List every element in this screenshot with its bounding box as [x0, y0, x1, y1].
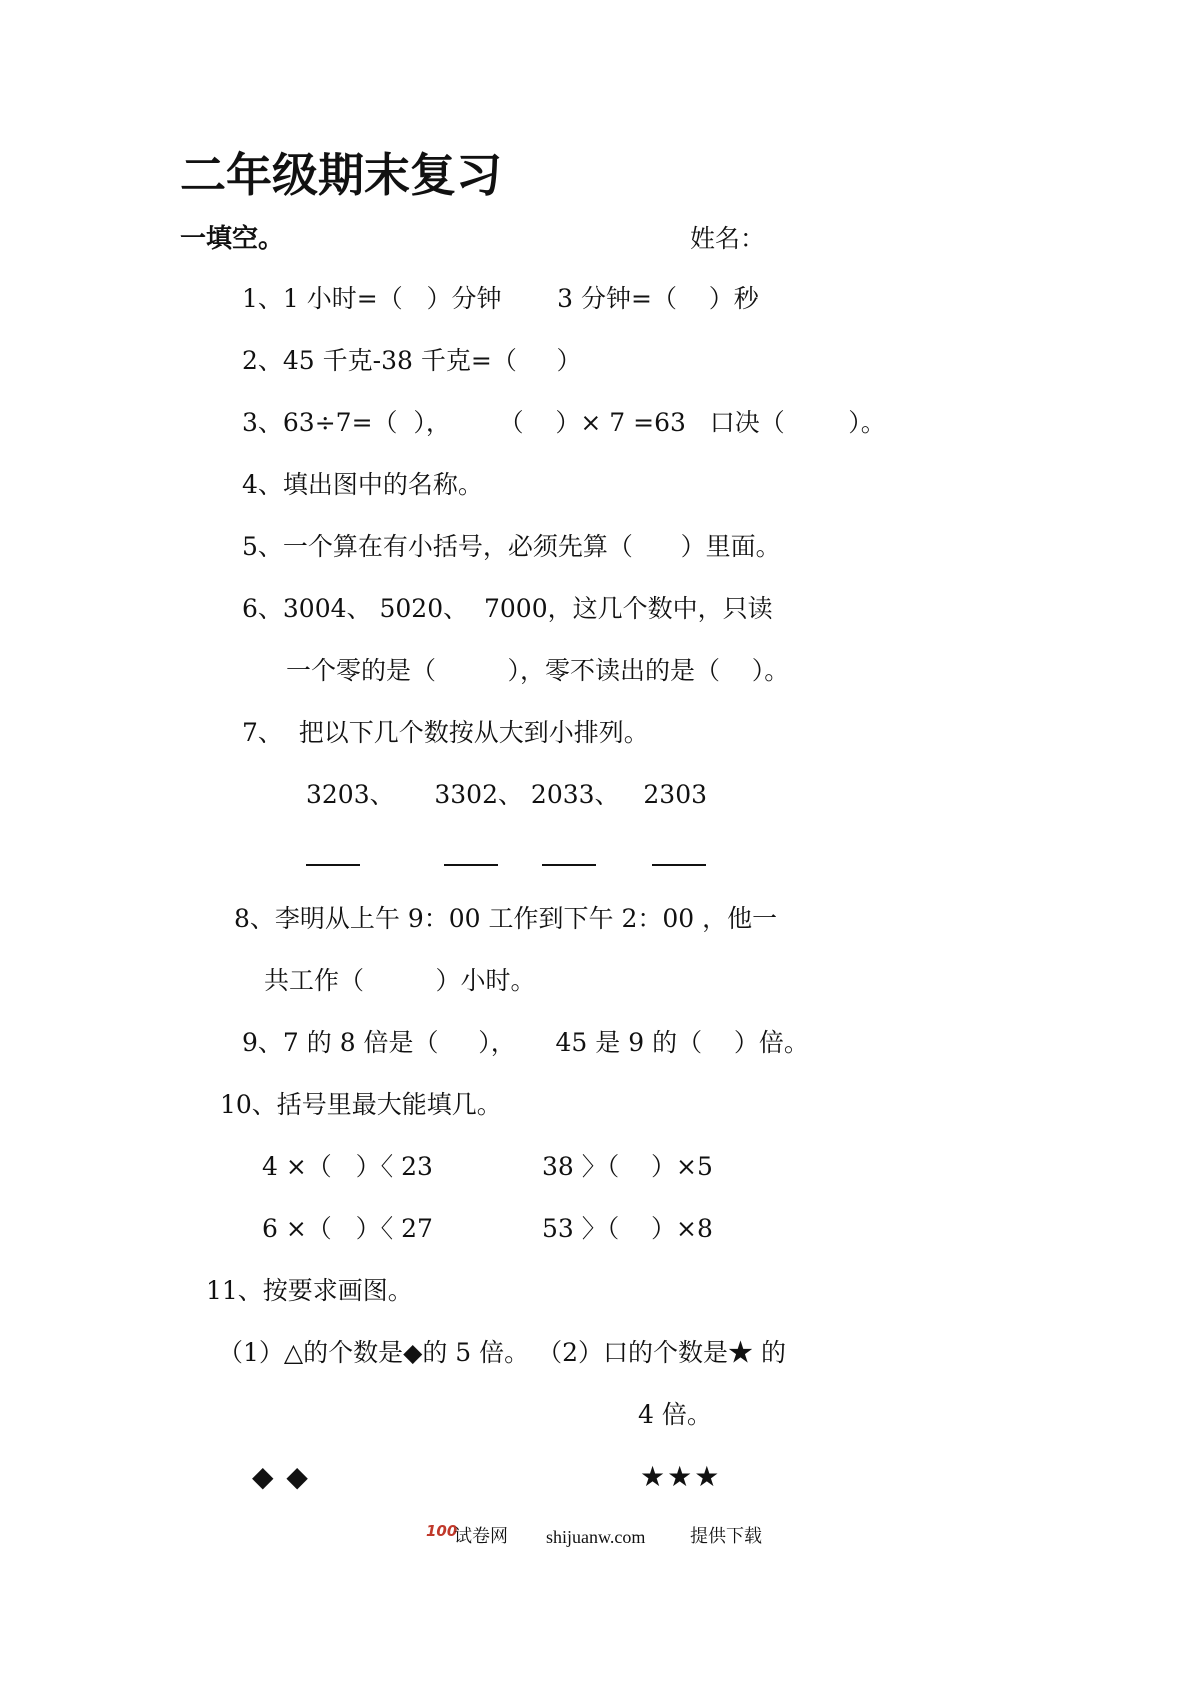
- question-8-line-2: 共工作（ ）小时。: [264, 966, 536, 995]
- question-3: 3、63÷7=（ ）， （ ）× 7 =63 口决（ ）。: [242, 408, 886, 437]
- question-2: 2、45 千克-38 千克=（ ）: [242, 346, 582, 375]
- question-10-row-2-left: 6 ×（ ）〈 27: [262, 1214, 433, 1243]
- answer-blank: [652, 864, 706, 866]
- name-label: 姓名：: [690, 224, 766, 253]
- page-title: 二年级期末复习: [180, 148, 502, 202]
- answer-blank: [444, 864, 498, 866]
- question-7-numbers: 3203、 3302、 2033、 2303: [306, 780, 708, 809]
- diamond-shapes: ◆ ◆: [252, 1460, 310, 1493]
- answer-blank: [306, 864, 360, 866]
- question-1: 1、1 小时=（ ）分钟 3 分钟=（ ）秒: [242, 284, 759, 313]
- question-4: 4、填出图中的名称。: [242, 470, 483, 499]
- question-5: 5、一个算在有小括号，必须先算（ ）里面。: [242, 532, 781, 561]
- star-shapes: ★★★: [640, 1460, 722, 1493]
- footer-site-url: shijuanw.com: [546, 1527, 646, 1547]
- site-logo: 100: [426, 1522, 458, 1540]
- question-9: 9、7 的 8 倍是（ ）， 45 是 9 的（ ）倍。: [242, 1028, 809, 1057]
- footer-site-name: 试卷网: [454, 1526, 508, 1547]
- question-10-row-1-left: 4 ×（ ）〈 23: [262, 1152, 433, 1181]
- question-11-subitems: （1）△的个数是◆的 5 倍。 （2）口的个数是★ 的: [218, 1338, 786, 1367]
- question-6-line-1: 6、3004、 5020、 7000，这几个数中，只读: [242, 594, 773, 623]
- question-10-row-1-right: 38 〉（ ）×5: [542, 1152, 713, 1181]
- footer-provide-text: 提供下载: [690, 1526, 762, 1547]
- question-8-line-1: 8、李明从上午 9：00 工作到下午 2：00 ，他一: [234, 904, 778, 933]
- answer-blank: [542, 864, 596, 866]
- question-7: 7、 把以下几个数按从大到小排列。: [242, 718, 649, 747]
- question-10-row-2-right: 53 〉（ ）×8: [542, 1214, 713, 1243]
- question-11-subitem-continued: 4 倍。: [638, 1400, 712, 1429]
- section-heading: 一填空。: [180, 224, 285, 254]
- question-11: 11、按要求画图。: [206, 1276, 413, 1305]
- question-10: 10、括号里最大能填几。: [220, 1090, 502, 1119]
- question-6-line-2: 一个零的是（ ），零不读出的是（ ）。: [286, 656, 790, 685]
